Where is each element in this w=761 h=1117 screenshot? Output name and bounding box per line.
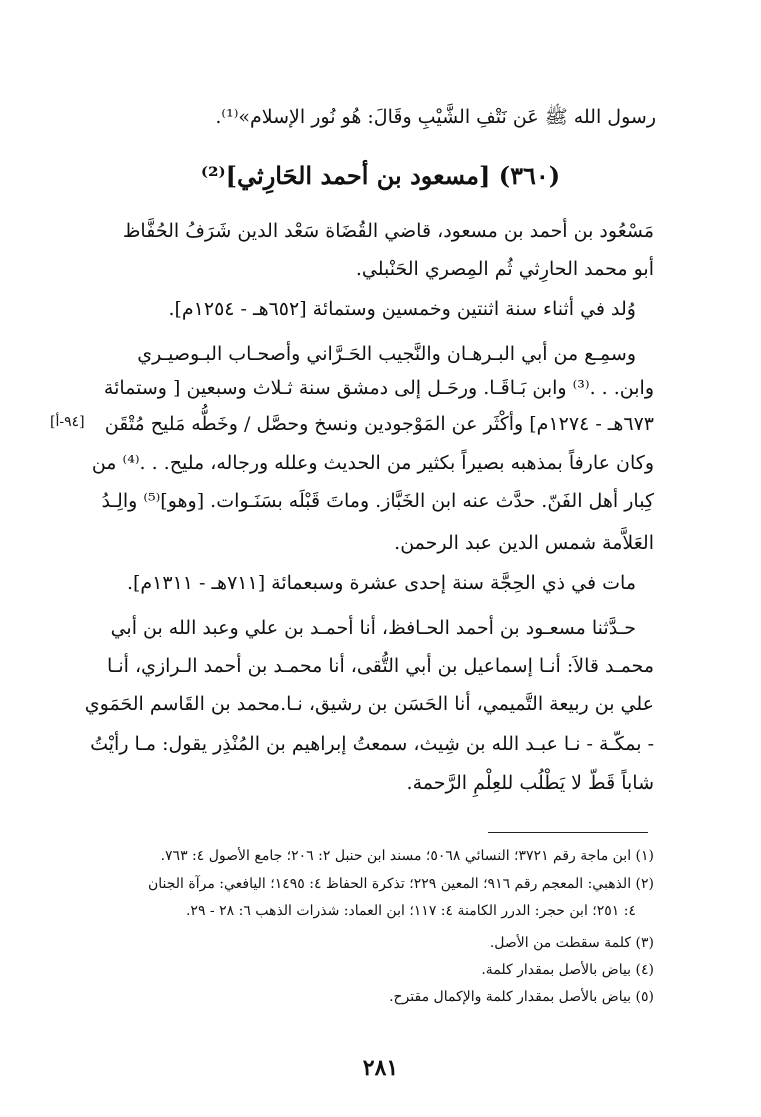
footnote: (١) ابن ماجة رقم ٣٧٢١؛ النسائي ٥٠٦٨؛ مسند ابن حنبل ٢: ٢٠٦؛ جامع الأصول ٤: ٧٦٣.	[160, 848, 654, 864]
body-line: وكان عارفاً بمذهبه بصيراً بكثير من الحديث وعلله ورجاله، مليح. . .⁽⁴⁾ من	[91, 452, 654, 474]
body-line: العَلاَّمة شمس الدين عبد الرحمن.	[394, 532, 654, 554]
body-line: شاباً قَطّ لا يَطْلُب للعِلْمِ الرَّحمة.	[406, 772, 654, 794]
footnote: (٣) كلمة سقطت من الأصل.	[489, 935, 654, 951]
manuscript-folio-note: [٩٤-أ]	[50, 414, 85, 430]
body-line: علي بن ربيعة التَّميمي، أنا الحَسَن بن رشيق، نـا.محمد بن القَاسم الحَمَوي	[84, 693, 654, 715]
body-line: محمـد قالاَ: أنـا إسماعيل بن أبي التُّقى، أنا محمـد بن أحمد الـرازي، أنـا	[107, 655, 654, 677]
body-line: وابن. . .⁽³⁾ وابن بَـاقَـا. ورحَـل إلى دمشق سنة ثـلاث وسبعين [ وستمائة	[103, 377, 654, 399]
body-line: وسمِـع من أبي البـرهـان والنَّجيب الحَـرَّاني وأصحـاب البـوصيـري	[137, 343, 636, 365]
footnote: ٤: ٢٥١؛ ابن حجر: الدرر الكامنة ٤: ١١٧؛ ابن العماد: شذرات الذهب ٦: ٢٨ - ٢٩.	[185, 903, 636, 919]
body-line: - بمكّـة - نـا عبـد الله بن شِيث، سمعتُ إبراهيم بن المُنْذِر يقول: مـا رأيْتُ	[90, 733, 654, 755]
body-line: حـدَّثنا مسعـود بن أحمد الحـافظ، أنا أحمـد بن علي وعبد الله بن أبي	[110, 617, 636, 639]
page-number: ٢٨١	[362, 1055, 399, 1081]
body-line: أبو محمد الحارِثي ثُم المِصري الحَنْبلي.	[355, 258, 654, 280]
body-line: ٦٧٣هـ - ١٢٧٤م] وأكْثَر عن المَوْجودين ونسخ وحصَّل / وخَطُّه مَليح مُتْقَن	[104, 413, 654, 435]
footnote: (٥) بياض بالأصل بمقدار كلمة والإكمال مقترح.	[389, 989, 654, 1005]
footnote-divider	[488, 832, 648, 833]
footnote: (٤) بياض بالأصل بمقدار كلمة.	[481, 962, 654, 978]
body-line: وُلد في أثناء سنة اثنتين وخمسين وستمائة [٦٥٢هـ - ١٢٥٤م].	[168, 298, 636, 320]
top-line: رسول الله ﷺ عَن نَتْفِ الشَّيْبِ وقَالَ: هُو نُور الإسلام»⁽¹⁾.	[215, 106, 656, 128]
body-line: مات في ذي الحِجَّة سنة إحدى عشرة وسبعمائة [٧١١هـ - ١٣١١م].	[126, 572, 636, 594]
footnote: (٢) الذهبي: المعجم رقم ٩١٦؛ المعين ٢٢٩؛ تذكرة الحفاظ ٤: ١٤٩٥؛ اليافعي: مرآة الجنان	[147, 876, 654, 892]
entry-heading: (٣٦٠) [مسعود بن أحمد الحَارِثي]⁽²⁾	[200, 161, 561, 190]
body-line: مَسْعُود بن أحمد بن مسعود، قاضي القُضَاة سَعْد الدين شَرَفُ الحُفَّاظ	[122, 220, 654, 242]
body-line: كِبار أهل الفَنّ. حدَّث عنه ابن الخَبَّاز. وماتَ قَبْلَه بسَنَـوات. [وهو]⁽⁵⁾ والِـدُ	[101, 490, 654, 512]
